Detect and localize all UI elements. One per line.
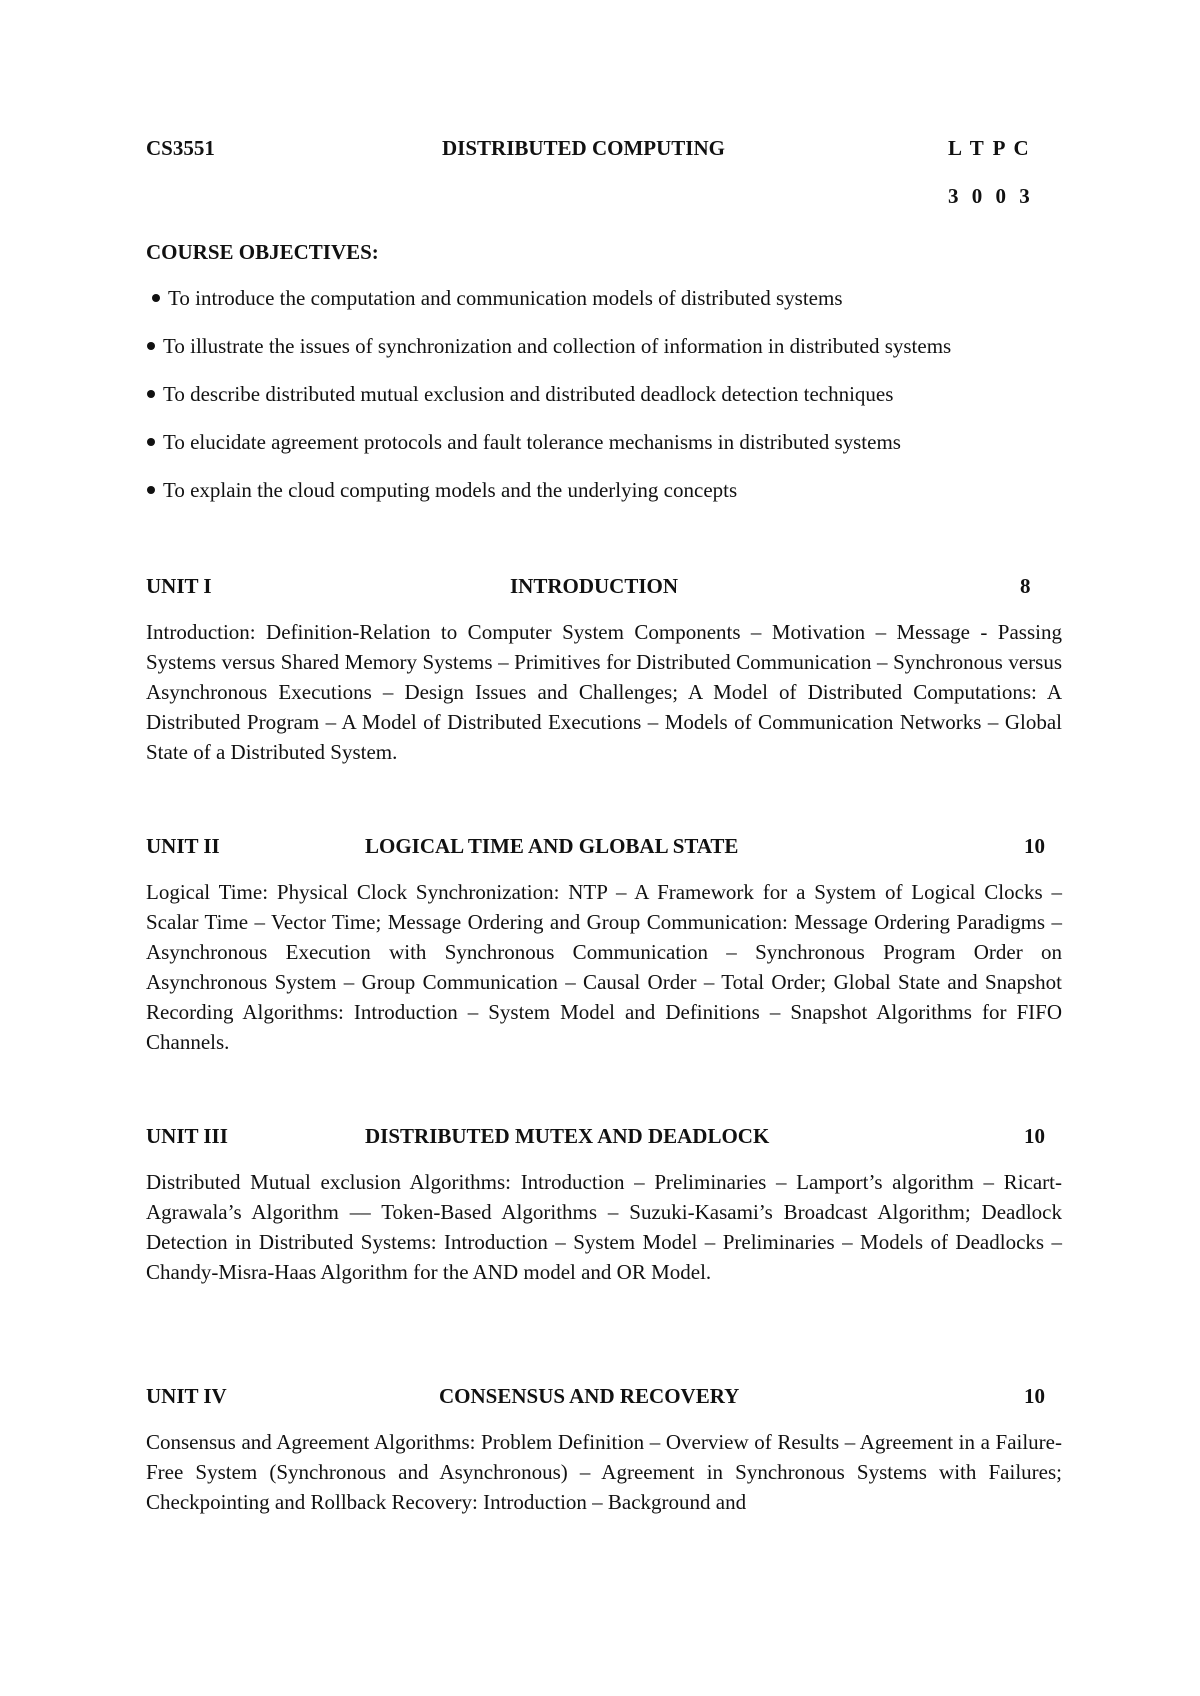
course-code: CS3551 xyxy=(146,136,215,160)
unit-hours: 10 xyxy=(1024,834,1045,858)
unit-content: Consensus and Agreement Algorithms: Problem Definition – Overview of Results – Agreement in a Failure-Free System (Synchronous and Asynchronous) – Agreement in Synchronous Systems with Failures; Checkpointing and Rollback Recovery: Introduction – Background and xyxy=(146,1430,1062,1514)
unit-title: CONSENSUS AND RECOVERY xyxy=(439,1384,740,1408)
ltpc-label: L T P C xyxy=(948,136,1031,160)
bullet-icon xyxy=(147,390,155,398)
unit-title: INTRODUCTION xyxy=(510,574,679,598)
objective-item: To introduce the computation and communication models of distributed systems xyxy=(152,286,843,311)
unit-header xyxy=(146,834,1045,862)
objectives-heading: COURSE OBJECTIVES: xyxy=(146,240,379,264)
unit-hours: 10 xyxy=(1024,1124,1045,1148)
unit-hours: 10 xyxy=(1024,1384,1045,1408)
bullet-icon xyxy=(147,438,155,446)
unit-content: Introduction: Definition-Relation to Computer System Components – Motivation – Message - Passing Systems versus Shared Memory Systems – Primitives for Distributed Communication – Synchronous versus Asynchronous Executions – Design Issues and Challenges; A Model of Distributed Computations: A Distributed Program – A Model of Distributed Executions – Models of Communication Networks – Global State of a Distributed System. xyxy=(146,620,1062,764)
ltpc-values: 3 0 0 3 xyxy=(948,184,1034,208)
unit-label: UNIT III xyxy=(146,1124,228,1148)
bullet-icon xyxy=(147,486,155,494)
objective-item: To explain the cloud computing models and the underlying concepts xyxy=(147,478,737,503)
bullet-icon xyxy=(147,342,155,350)
unit-header xyxy=(146,574,1040,602)
bullet-icon xyxy=(152,294,160,302)
unit-header xyxy=(146,1124,1045,1152)
objective-item: To describe distributed mutual exclusion and distributed deadlock detection techniques xyxy=(147,382,893,407)
unit-title: LOGICAL TIME AND GLOBAL STATE xyxy=(365,834,739,858)
unit-content: Distributed Mutual exclusion Algorithms: Introduction – Preliminaries – Lamport’s algorithm – Ricart- Agrawala’s Algorithm –– Token-Based Algorithms – Suzuki-Kasami’s Broadcast Algorithm; Deadlock Detection in Distributed Systems: Introduction – System Model – Preliminaries – Models of Deadlocks – Chandy-Misra-Haas Algorithm for the AND model and OR Model. xyxy=(146,1170,1062,1284)
unit-label: UNIT II xyxy=(146,834,220,858)
unit-label: UNIT IV xyxy=(146,1384,227,1408)
objective-item: To illustrate the issues of synchronization and collection of information in distributed systems xyxy=(147,334,951,359)
unit-label: UNIT I xyxy=(146,574,212,598)
unit-title: DISTRIBUTED MUTEX AND DEADLOCK xyxy=(365,1124,770,1148)
unit-hours: 8 xyxy=(1020,574,1031,598)
unit-header xyxy=(146,1384,1045,1412)
objective-item: To elucidate agreement protocols and fault tolerance mechanisms in distributed systems xyxy=(147,430,901,455)
unit-content: Logical Time: Physical Clock Synchronization: NTP – A Framework for a System of Logical Clocks – Scalar Time – Vector Time; Message Ordering and Group Communication: Message Ordering Paradigms – Asynchronous Execution with Synchronous Communication – Synchronous Program Order on Asynchronous System – Group Communication – Causal Order – Total Order; Global State and Snapshot Recording Algorithms: Introduction – System Model and Definitions – Snapshot Algorithms for FIFO Channels. xyxy=(146,880,1062,1054)
course-title: DISTRIBUTED COMPUTING xyxy=(442,136,725,160)
